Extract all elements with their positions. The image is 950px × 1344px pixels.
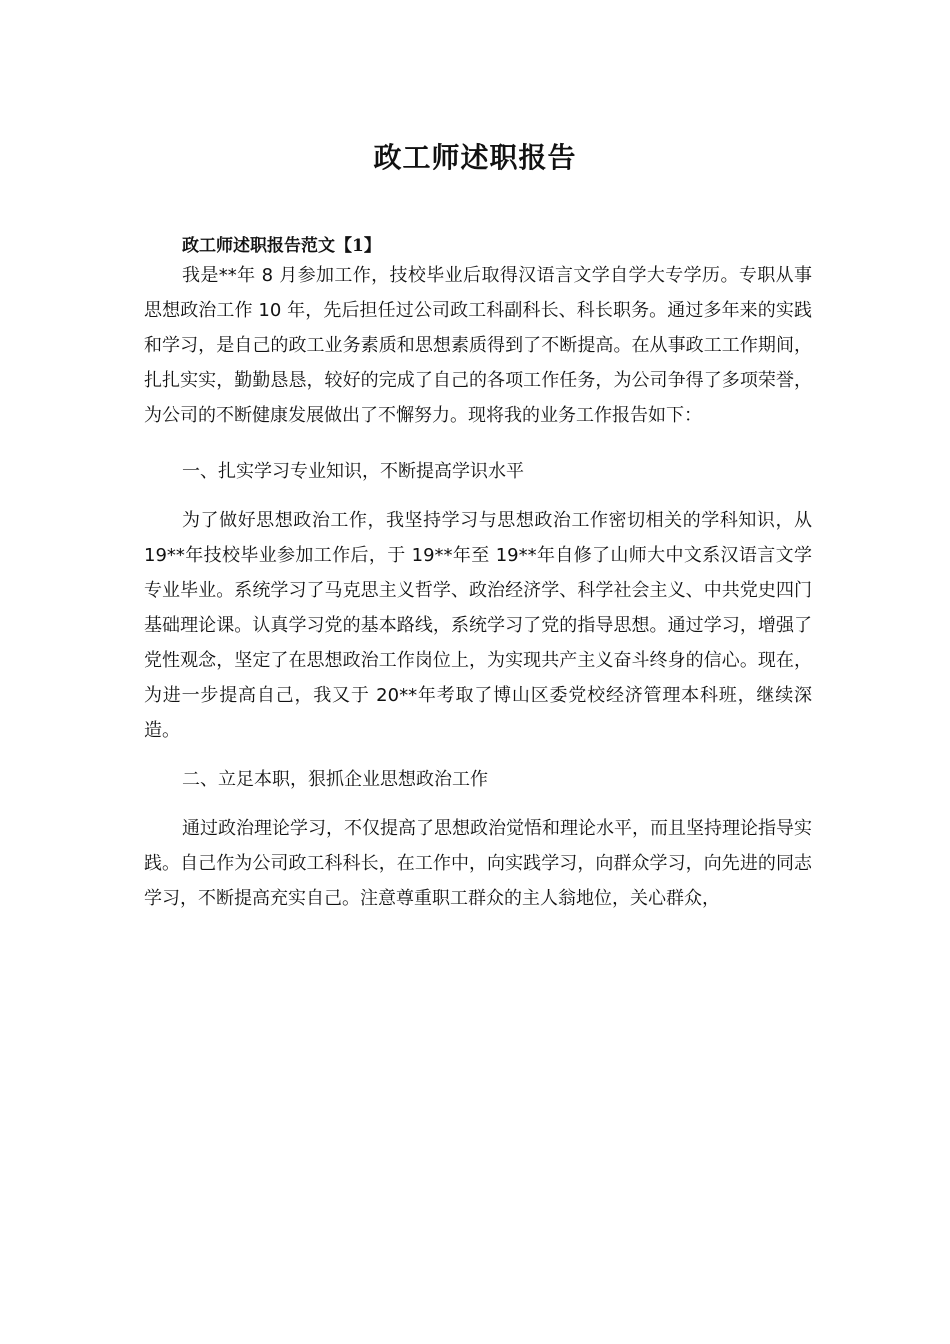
document-title: 政工师述职报告 — [373, 141, 577, 174]
section-heading-2: 二、立足本职，狠抓企业思想政治工作 — [182, 769, 488, 790]
paragraph-intro: 我是**年 8 月参加工作，技校毕业后取得汉语言文学自学大专学历。专职从事思想政治工作 10 年，先后担任过公司政工科副科长、科长职务。通过多年来的实践和学习，是自己的政工业务素质和思想素质得到了不断提高。在从事政工工作期间，扎扎实实，勤勤恳恳，较好的完成了自己的各项工作任务，为公司争得了多项荣誉，为公司的不断健康发展做出了不懈努力。现将我的业务工作报告如下： — [144, 265, 812, 426]
paragraph-section-1: 为了做好思想政治工作，我坚持学习与思想政治工作密切相关的学科知识，从 19**年技校毕业参加工作后，于 19**年至 19**年自修了山师大中文系汉语言文学专业毕业。系统学习了马克思主义哲学、政治经济学、科学社会主义、中共党史四门基础理论课。认真学习党的基本路线，系统学习了党的指导思想。通过学习，增强了党性观念，坚定了在思想政治工作岗位上，为实现共产主义奋斗终身的信心。现在，为进一步提高自己，我又于 20**年考取了博山区委党校经济管理本科班，继续深造。 — [144, 510, 812, 741]
document-subtitle: 政工师述职报告范文【1】 — [182, 236, 381, 256]
section-heading-1: 一、扎实学习专业知识，不断提高学识水平 — [182, 461, 524, 482]
paragraph-section-2: 通过政治理论学习，不仅提高了思想政治觉悟和理论水平，而且坚持理论指导实践。自己作为公司政工科科长，在工作中，向实践学习，向群众学习，向先进的同志学习，不断提高充实自己。注意尊重职工群众的主人翁地位，关心群众， — [144, 818, 812, 909]
